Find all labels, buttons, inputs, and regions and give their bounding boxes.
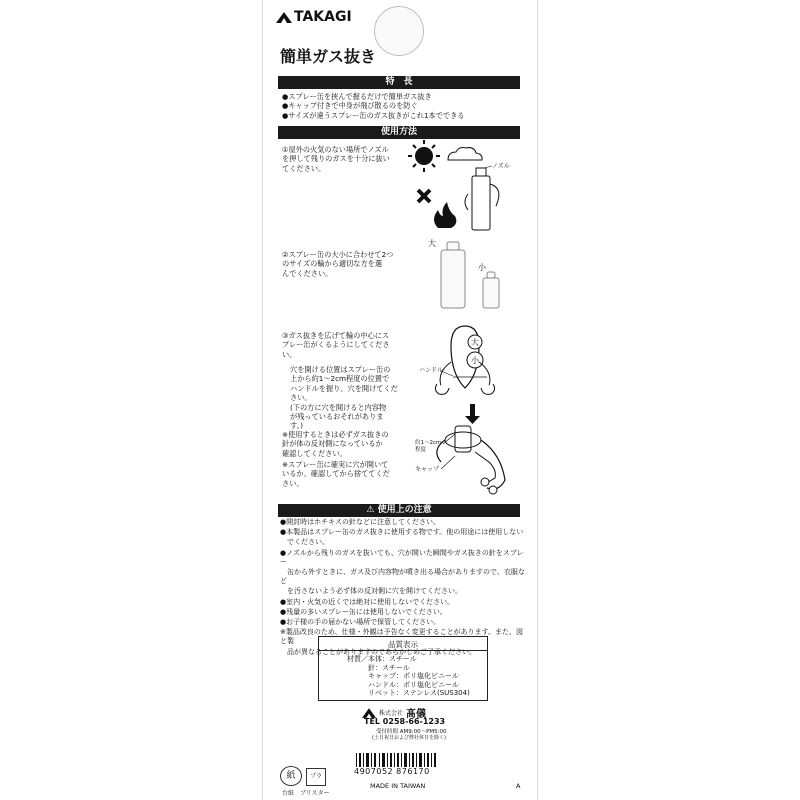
step-2-text: ②スプレー缶の大小に合わせて2つ のサイズの輪から適切な方を選 んでください。 — [282, 250, 394, 278]
tool-in-use-view — [437, 426, 505, 494]
plastic-recycle-icon: プラ — [306, 768, 326, 786]
tool-top-view — [435, 326, 494, 394]
large-can-icon — [441, 242, 465, 308]
caution-item: ●お子様の手の届かない場所で保管してください。 — [280, 618, 441, 627]
caution-item: を汚さないよう必ず体の反対側に穴を開けてください。 — [280, 587, 462, 596]
mark-a: A — [516, 782, 521, 790]
small-can-icon — [483, 272, 499, 308]
brand-logo — [276, 9, 352, 25]
barcode-icon — [356, 753, 438, 767]
caution-item: ※製品改良のため、仕様・外観は予告なく変更することがあります。また、図と製 — [280, 628, 524, 646]
company-hours: 受付時間 AM9:00～PM5:00 — [376, 729, 447, 735]
svg-text:大: 大 — [471, 338, 479, 347]
brand-name: TAKAGI — [294, 9, 352, 25]
caution-item: ●残量の多いスプレー缶には使用しないでください。 — [280, 607, 447, 616]
feature-item: ●キャップ付きで中身が飛び散るのを防ぐ — [282, 101, 418, 111]
handle-label: ハンドル — [419, 367, 444, 374]
caution-item: でください。 — [280, 538, 329, 547]
barcode-number: 4907052 876170 — [354, 767, 430, 776]
company-name: 株式会社 髙儀 — [362, 705, 426, 720]
cloud-icon — [448, 148, 482, 161]
sun-icon — [408, 140, 440, 172]
usage-header: 使用方法 — [278, 126, 520, 139]
step-3-note-1: ※使用するときは必ずガス抜きの 針が体の反対側になっているか 確認してください。 — [282, 430, 389, 458]
plastic-label: ブリスター — [300, 790, 330, 797]
quality-box — [318, 636, 488, 701]
cap-label: キャップ — [415, 466, 440, 473]
down-arrow-icon — [465, 404, 480, 424]
step-3-note-2: ※スプレー缶に確実に穴が開いて いるか、確認してから捨ててくだ さい。 — [282, 460, 390, 488]
company-hours-note: (土日祝日および弊社休日を除く) — [372, 735, 446, 741]
small-label: 小 — [478, 263, 486, 272]
caution-item: ●開封時はホチキスの針などに注意してください。 — [280, 518, 440, 526]
feature-item: ●スプレー缶を挟んで握るだけで簡単ガス抜き — [282, 92, 432, 101]
made-in: MADE IN TAIWAN — [370, 782, 426, 790]
caution-item: ●ノズルから残りのガスを抜いても、穴が開いた瞬間やガス抜きの針をスプレー — [280, 548, 524, 566]
caution-item: ●室内・火気の近くでは絶対に使用しないでください。 — [280, 597, 455, 606]
features-header: 特 長 — [278, 76, 520, 89]
position-label-2: 程度 — [415, 447, 427, 453]
caution-item: ●本製品はスプレー缶のガス抜きに使用する物です。他の用途には使用しない — [280, 528, 524, 537]
page-title: 簡単ガス抜き — [280, 47, 377, 66]
features-list — [282, 92, 522, 120]
barcode — [356, 752, 438, 766]
nozzle-label: ノズル — [492, 163, 510, 170]
hang-hole — [374, 6, 424, 56]
svg-text:小: 小 — [471, 356, 479, 365]
spray-can-icon — [465, 168, 499, 230]
caution-header: ⚠ 使用上の注意 — [278, 504, 520, 517]
paper-recycle-icon: 紙 — [280, 766, 302, 786]
step-3-illustration — [415, 322, 525, 504]
step-3-text: ③ガス抜きを広げて輪の中心にス プレー缶がくるようにしてくださ い。 — [282, 331, 390, 359]
large-label: 大 — [428, 239, 436, 248]
company-tel: TEL 0258-66-1233 — [364, 717, 446, 726]
company-logo-icon — [362, 708, 376, 718]
warning-icon: ⚠ — [366, 505, 378, 515]
quality-header: 品質表示 — [388, 640, 418, 649]
step-1-text: ①屋外の火気のない場所でノズル を押して残りのガスを十分に抜い てください。 — [282, 145, 390, 173]
caution-item: 品が異なることがありますのであらかじめご了承ください。 — [280, 647, 476, 656]
quality-body: 材質／本体：スチール 針：スチール キャップ：ポリ塩化ビニール ハンドル：ポリ塩化ビニール リベット：ステンレス(SUS304) — [347, 655, 470, 698]
logo-icon — [276, 12, 292, 23]
step-2-illustration — [425, 236, 505, 312]
caution-item: 缶から外すときに、ガス及び内容物が噴き出る場合がありますので、衣服など — [280, 568, 525, 586]
step-3-detail: 穴を開ける位置はスプレー缶の 上から約1～2cm程度の位置で ハンドルを握り、穴を開けてくだ さい。 (下の方に穴を開けると内容物 が残っているおそれがありま す。) — [290, 365, 398, 431]
feature-item: ●サイズが違うスプレー缶のガス抜きがこれ1本でできる — [282, 110, 465, 120]
step-1-illustration — [408, 138, 523, 238]
no-fire-icon — [418, 190, 456, 228]
position-label: 約1～2cm — [415, 440, 442, 446]
paper-label: 台紙 — [282, 790, 295, 797]
